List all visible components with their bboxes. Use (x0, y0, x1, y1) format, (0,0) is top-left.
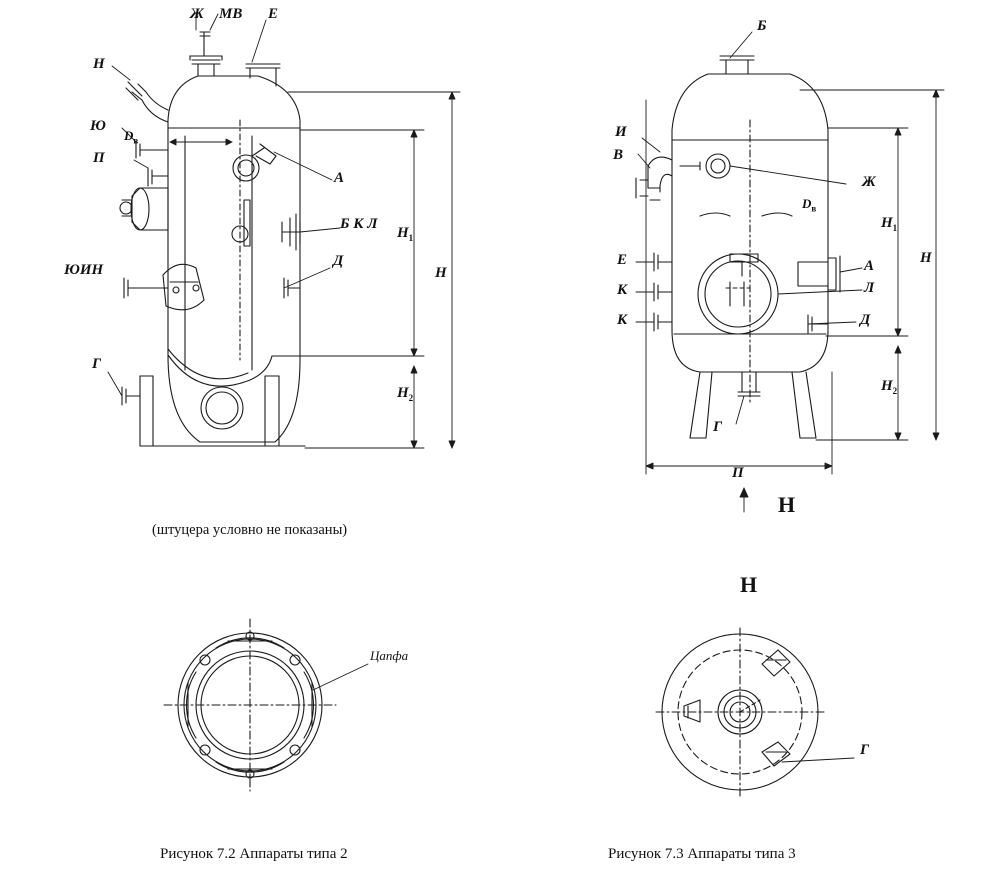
label-right-g: Г (713, 419, 723, 435)
label-right-e: Е (617, 252, 628, 268)
label-left-diameter-letter: D (124, 128, 134, 143)
label-right-h1 (881, 215, 897, 233)
label-left-zh: Ж (190, 6, 204, 22)
label-right-h-total: H (920, 250, 932, 266)
left-vessel-nozzles (120, 32, 300, 405)
label-left-h2-sub: 2 (408, 393, 414, 403)
label-left-h2 (397, 385, 413, 403)
label-right-h1-letter: H (881, 215, 893, 231)
label-left-bkl: Б К Л (340, 216, 378, 232)
label-left-h1 (397, 225, 413, 243)
label-tsapfa: Цапфа (370, 648, 409, 663)
bottom-right-section (656, 628, 824, 796)
label-right-width-p: П (732, 465, 744, 481)
label-left-a: А (334, 170, 345, 186)
label-right-k2: К (617, 312, 628, 328)
caption-right-figure: Рисунок 7.3 Аппараты типа 3 (608, 846, 796, 862)
label-left-h1-sub: 1 (408, 233, 414, 243)
label-right-h2-sub: 2 (892, 386, 898, 396)
bottom-right-leaders (782, 758, 854, 762)
label-right-section-arrow: Н (778, 492, 796, 517)
label-left-yuin: ЮИН (64, 262, 104, 278)
label-left-mv: МВ (219, 6, 243, 22)
left-leaders (108, 14, 340, 396)
label-right-h2-letter: H (881, 378, 893, 394)
label-left-g: Г (92, 356, 102, 372)
label-right-zh: Ж (862, 174, 876, 190)
label-right-l: Л (864, 280, 875, 296)
label-left-h-total: H (435, 265, 447, 281)
label-right-i: И (615, 124, 627, 140)
right-vessel-nozzles (636, 56, 840, 396)
right-dimensions (646, 90, 944, 512)
label-right-h1-sub: 1 (892, 223, 898, 233)
label-left-yu: Ю (90, 118, 106, 134)
label-bottom-view-title: Н (740, 572, 758, 597)
bottom-left-ring (164, 619, 336, 791)
label-left-d: Д (333, 253, 344, 269)
bottom-left-leaders (313, 664, 368, 690)
label-left-n: Н (93, 56, 105, 72)
label-bottom-right-g: Г (860, 742, 870, 758)
label-right-b: Б (757, 18, 767, 34)
label-left-e: Е (268, 6, 279, 22)
label-left-p: П (93, 150, 105, 166)
caption-left-figure: Рисунок 7.2 Аппараты типа 2 (160, 846, 348, 862)
label-right-k1: К (617, 282, 628, 298)
label-left-diameter-sub: в (133, 135, 139, 146)
label-right-a: А (864, 258, 875, 274)
left-vessel-outline (140, 76, 305, 446)
label-left-h1-letter: H (397, 225, 409, 241)
right-vessel-outline (672, 74, 828, 438)
label-right-v: В (613, 147, 624, 163)
label-left-diameter (124, 128, 138, 146)
label-right-diameter-sub: в (811, 203, 817, 214)
label-left-h2-letter: H (397, 385, 409, 401)
label-right-d: Д (860, 312, 871, 328)
label-right-h2 (881, 378, 897, 396)
label-right-diameter-letter: D (802, 196, 812, 211)
note-nozzles-not-shown: (штуцера условно не показаны) (152, 522, 348, 538)
label-right-diameter (802, 196, 816, 214)
